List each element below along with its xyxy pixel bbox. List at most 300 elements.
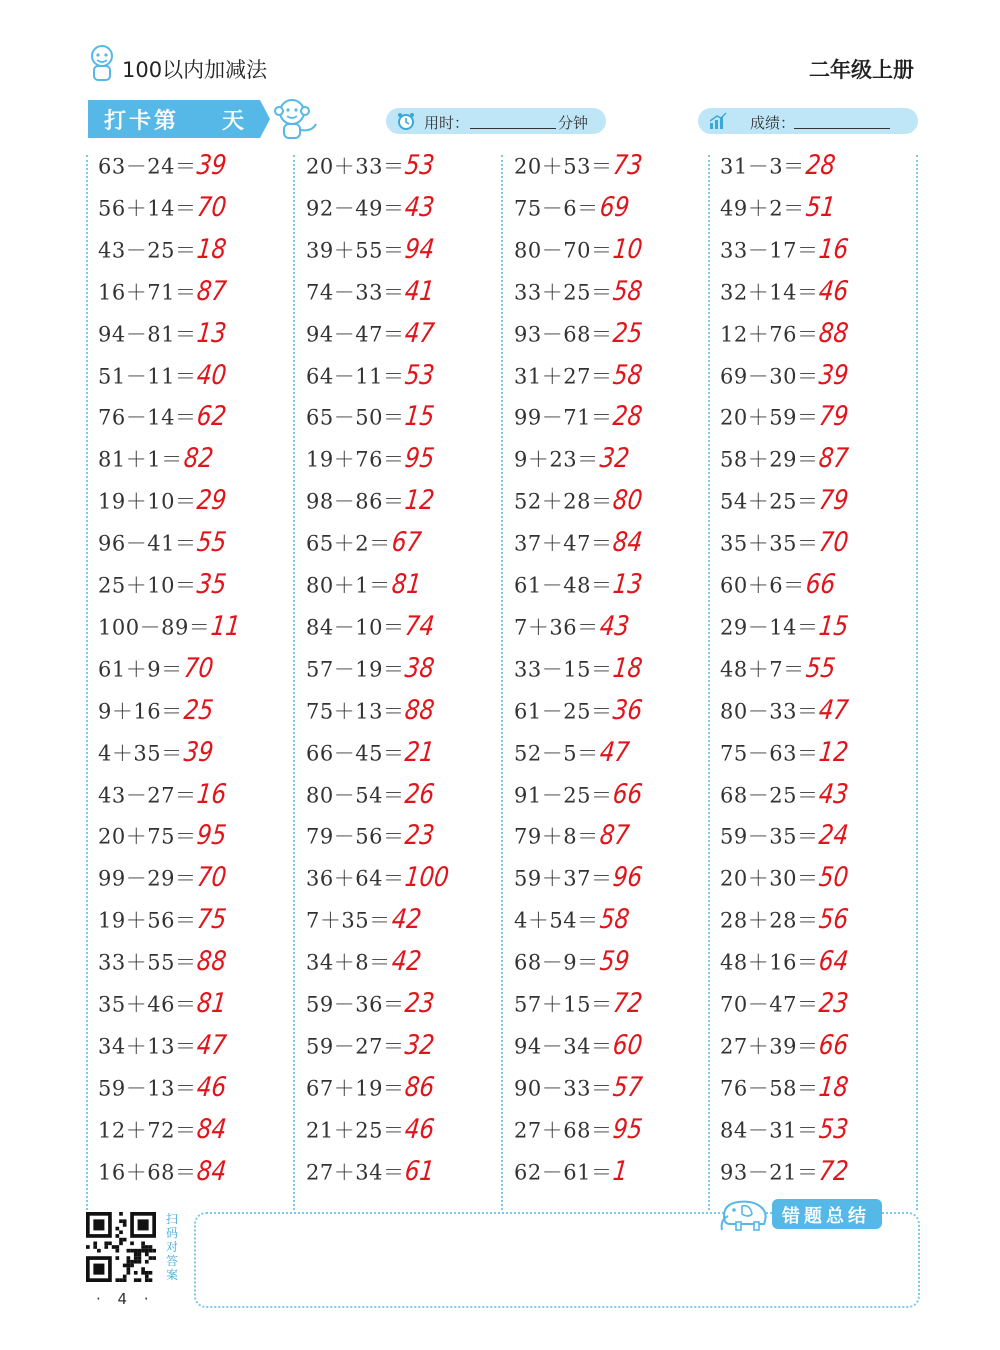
problem-question: 27＋34＝ (306, 1160, 405, 1185)
time-label: 用时： (424, 114, 470, 132)
problem-item (720, 611, 854, 651)
alarm-clock-icon (396, 111, 416, 131)
problem-question: 60＋6＝ (720, 573, 805, 598)
handwritten-answer[interactable]: 75 (195, 904, 229, 936)
problem-item (98, 1114, 232, 1154)
handwritten-answer[interactable]: 18 (817, 1071, 851, 1103)
score-label: 成绩： (750, 114, 796, 132)
problem-question: 99－71＝ (514, 405, 613, 430)
problem-question: 90－33＝ (514, 1076, 613, 1101)
handwritten-answer[interactable]: 58 (597, 904, 631, 936)
problem-question: 27＋39＝ (720, 1034, 819, 1059)
handwritten-answer[interactable]: 69 (597, 191, 631, 223)
problem-question: 12＋76＝ (720, 322, 819, 347)
problem-item (306, 485, 440, 525)
handwritten-answer[interactable]: 70 (181, 652, 215, 684)
score-blank[interactable] (794, 128, 890, 129)
handwritten-answer[interactable]: 84 (195, 1155, 229, 1187)
elephant-mascot-icon (718, 1194, 776, 1234)
handwritten-answer[interactable]: 53 (403, 150, 437, 181)
problem-question: 98－86＝ (306, 489, 405, 514)
time-blank[interactable] (470, 128, 556, 129)
handwritten-answer[interactable]: 62 (195, 401, 229, 433)
problem-item (720, 737, 854, 777)
handwritten-answer[interactable]: 39 (195, 150, 229, 181)
handwritten-answer[interactable]: 13 (195, 317, 229, 349)
handwritten-answer[interactable]: 81 (195, 988, 229, 1019)
problem-question: 52＋28＝ (514, 489, 613, 514)
problem-item (98, 1156, 232, 1196)
handwritten-answer[interactable]: 59 (597, 946, 631, 978)
problem-item (306, 1030, 440, 1070)
column-separator (916, 155, 918, 1210)
problem-question: 19＋56＝ (98, 908, 197, 933)
problem-question: 56＋14＝ (98, 196, 197, 221)
problem-item (306, 611, 440, 651)
problem-item (720, 318, 854, 358)
handwritten-answer[interactable]: 35 (195, 569, 229, 600)
problem-item (98, 862, 232, 902)
handwritten-answer[interactable]: 10 (611, 233, 645, 265)
problem-question: 9＋23＝ (514, 447, 599, 472)
problem-question: 20＋75＝ (98, 824, 197, 849)
problem-question: 94－34＝ (514, 1034, 613, 1059)
problem-item (720, 1156, 854, 1196)
handwritten-answer[interactable]: 95 (611, 1113, 645, 1145)
problem-item (514, 192, 634, 232)
handwritten-answer[interactable]: 47 (195, 1029, 229, 1061)
problem-question: 59－13＝ (98, 1076, 197, 1101)
handwritten-answer[interactable]: 12 (403, 485, 437, 517)
page-number: · 4 · (96, 1290, 155, 1308)
problem-item (98, 318, 232, 358)
handwritten-answer[interactable]: 43 (403, 191, 437, 223)
handwritten-answer[interactable]: 15 (817, 610, 851, 642)
problem-item (514, 1156, 631, 1196)
problem-question: 99－29＝ (98, 866, 197, 891)
handwritten-answer[interactable]: 23 (403, 820, 437, 852)
handwritten-answer[interactable]: 28 (611, 401, 645, 433)
problem-question: 51－11＝ (98, 364, 197, 388)
problem-question: 96－41＝ (98, 531, 197, 556)
problem-item (306, 360, 440, 400)
problem-question: 43－25＝ (98, 238, 197, 263)
handwritten-answer[interactable]: 21 (403, 736, 437, 768)
handwritten-answer[interactable]: 11 (209, 610, 243, 642)
qr-caption (166, 1212, 182, 1282)
problem-question: 69－30＝ (720, 364, 819, 388)
problem-item (720, 779, 854, 819)
handwritten-answer[interactable]: 18 (195, 233, 229, 265)
problem-item (720, 695, 854, 735)
problem-question: 48＋7＝ (720, 657, 805, 682)
handwritten-answer[interactable]: 1 (611, 1155, 630, 1187)
problem-item (306, 150, 440, 190)
handwritten-answer[interactable]: 57 (611, 1071, 645, 1103)
problem-question: 57－19＝ (306, 657, 405, 682)
mistake-summary-tag (772, 1199, 882, 1229)
handwritten-answer[interactable]: 39 (817, 359, 851, 391)
column-separator (293, 155, 295, 1210)
problem-item (306, 988, 440, 1028)
problem-item (98, 276, 232, 316)
problem-item (514, 904, 634, 944)
handwritten-answer[interactable]: 23 (817, 988, 851, 1019)
problem-item (720, 862, 854, 902)
monkey-mascot-icon (268, 94, 322, 144)
problem-item (98, 485, 232, 525)
handwritten-answer[interactable]: 79 (817, 401, 851, 433)
problem-question: 21＋25＝ (306, 1118, 405, 1143)
qr-caption-char: 码 (166, 1226, 179, 1240)
problem-item (514, 276, 648, 316)
problem-item (306, 276, 440, 316)
handwritten-answer[interactable]: 51 (803, 191, 837, 223)
problem-question: 33＋55＝ (98, 950, 197, 975)
problem-item (514, 862, 648, 902)
problem-item (720, 192, 840, 232)
problem-question: 20＋33＝ (306, 154, 405, 179)
handwritten-answer[interactable]: 28 (803, 150, 837, 181)
problem-item (306, 862, 457, 902)
handwritten-answer[interactable]: 74 (403, 610, 437, 642)
problem-question: 61＋9＝ (98, 657, 183, 682)
problem-item (306, 1156, 440, 1196)
problem-question: 54＋25＝ (720, 489, 819, 514)
problem-item (98, 779, 232, 819)
mistake-summary-label: 错题总结 (782, 1206, 870, 1227)
qr-code-icon[interactable] (86, 1212, 162, 1282)
problem-question: 20＋53＝ (514, 154, 613, 179)
problem-question: 93－68＝ (514, 322, 613, 347)
handwritten-answer[interactable]: 80 (611, 485, 645, 517)
problem-question: 93－21＝ (720, 1160, 819, 1185)
problem-question: 62－61＝ (514, 1160, 613, 1185)
problem-question: 79＋8＝ (514, 824, 599, 849)
problem-question: 59－35＝ (720, 824, 819, 849)
problem-item (720, 234, 854, 274)
handwritten-answer[interactable]: 100 (403, 862, 451, 894)
handwritten-answer[interactable]: 24 (817, 820, 851, 852)
handwritten-answer[interactable]: 47 (403, 317, 437, 349)
problem-question: 34＋8＝ (306, 950, 391, 975)
handwritten-answer[interactable]: 41 (403, 275, 437, 307)
handwritten-answer[interactable]: 66 (611, 778, 645, 810)
time-unit: 分钟 (558, 114, 589, 132)
problem-item (306, 569, 426, 609)
handwritten-answer[interactable]: 16 (817, 233, 851, 265)
problem-question: 4＋54＝ (514, 908, 599, 933)
handwritten-answer[interactable]: 47 (817, 694, 851, 726)
problem-question: 79－56＝ (306, 824, 405, 849)
problem-question: 25＋10＝ (98, 573, 197, 598)
problem-question: 33＋25＝ (514, 280, 613, 305)
problem-question: 12＋72＝ (98, 1118, 197, 1143)
handwritten-answer[interactable]: 72 (611, 988, 645, 1019)
problem-item (98, 234, 232, 274)
problem-item (98, 401, 232, 441)
handwritten-answer[interactable]: 70 (817, 527, 851, 559)
problem-question: 66－45＝ (306, 741, 405, 766)
problem-item (514, 737, 634, 777)
handwritten-answer[interactable]: 70 (195, 862, 229, 894)
problem-question: 20＋30＝ (720, 866, 819, 891)
handwritten-answer[interactable]: 95 (403, 443, 437, 475)
handwritten-answer[interactable]: 84 (611, 527, 645, 559)
problem-question: 70－47＝ (720, 992, 819, 1017)
problem-item (720, 150, 840, 190)
handwritten-answer[interactable]: 67 (389, 527, 423, 559)
problem-question: 35＋46＝ (98, 992, 197, 1017)
problem-item (720, 946, 854, 986)
problem-question: 75－63＝ (720, 741, 819, 766)
problem-question: 68－25＝ (720, 783, 819, 807)
problem-question: 80＋1＝ (306, 573, 391, 598)
handwritten-answer[interactable]: 66 (817, 1029, 851, 1061)
problem-item (514, 360, 648, 400)
problem-item (306, 737, 440, 777)
problem-item (98, 1030, 232, 1070)
score-field (698, 108, 918, 134)
problem-item (98, 192, 232, 232)
problem-question: 64－11＝ (306, 364, 405, 388)
problem-question: 65＋2＝ (306, 531, 391, 556)
handwritten-answer[interactable]: 55 (803, 652, 837, 684)
problem-question: 31＋27＝ (514, 364, 613, 388)
handwritten-answer[interactable]: 25 (181, 694, 215, 726)
handwritten-answer[interactable]: 70 (195, 191, 229, 223)
handwritten-answer[interactable]: 94 (403, 233, 437, 265)
problem-item (306, 527, 426, 567)
problem-question: 59＋37＝ (514, 866, 613, 891)
problem-question: 81＋1＝ (98, 447, 183, 472)
problem-question: 63－24＝ (98, 154, 197, 179)
handwritten-answer[interactable]: 64 (817, 946, 851, 978)
problem-item (514, 946, 634, 986)
problem-question: 36＋64＝ (306, 866, 405, 891)
handwritten-answer[interactable]: 88 (817, 317, 851, 349)
handwritten-answer[interactable]: 96 (611, 862, 645, 894)
problem-question: 52－5＝ (514, 741, 599, 766)
problem-item (720, 988, 854, 1028)
problem-question: 32＋14＝ (720, 280, 819, 305)
problem-question: 37＋47＝ (514, 531, 613, 556)
problem-question: 57＋15＝ (514, 992, 613, 1017)
problem-question: 31－3＝ (720, 154, 805, 179)
handwritten-answer[interactable]: 53 (403, 359, 437, 391)
problem-question: 76－14＝ (98, 405, 197, 430)
grade-label: 二年级上册 (809, 58, 914, 82)
handwritten-answer[interactable]: 25 (611, 317, 645, 349)
column-separator (501, 155, 503, 1210)
problem-question: 33－17＝ (720, 238, 819, 263)
problem-question: 67＋19＝ (306, 1076, 405, 1101)
problem-question: 7＋36＝ (514, 615, 599, 640)
handwritten-answer[interactable]: 73 (611, 150, 645, 181)
problem-question: 29－14＝ (720, 615, 819, 640)
handwritten-answer[interactable]: 88 (403, 694, 437, 726)
handwritten-answer[interactable]: 88 (195, 946, 229, 978)
handwritten-answer[interactable]: 61 (403, 1155, 437, 1187)
problem-item (514, 779, 648, 819)
problem-item (306, 653, 440, 693)
handwritten-answer[interactable]: 46 (403, 1113, 437, 1145)
problem-item (98, 360, 232, 400)
problem-item (306, 443, 440, 483)
handwritten-answer[interactable]: 46 (195, 1071, 229, 1103)
handwritten-answer[interactable]: 23 (403, 988, 437, 1019)
handwritten-answer[interactable]: 32 (597, 443, 631, 475)
handwritten-answer[interactable]: 47 (597, 736, 631, 768)
handwritten-answer[interactable]: 32 (403, 1029, 437, 1061)
problem-item (98, 653, 218, 693)
page-header (0, 0, 1000, 90)
bar-chart-icon (708, 111, 728, 131)
problem-question: 59－27＝ (306, 1034, 405, 1059)
problem-question: 58＋29＝ (720, 447, 819, 472)
handwritten-answer[interactable]: 43 (817, 778, 851, 810)
handwritten-answer[interactable]: 36 (611, 694, 645, 726)
problem-question: 19＋76＝ (306, 447, 405, 472)
problem-item (720, 401, 854, 441)
problem-item (98, 443, 218, 483)
handwritten-answer[interactable]: 53 (817, 1113, 851, 1145)
problem-question: 80－33＝ (720, 699, 819, 724)
handwritten-answer[interactable]: 13 (611, 569, 645, 600)
problem-item (98, 1072, 232, 1112)
problem-item (514, 1030, 648, 1070)
handwritten-answer[interactable]: 58 (611, 275, 645, 307)
problem-item (720, 653, 840, 693)
problem-item (98, 150, 232, 190)
problem-item (98, 737, 218, 777)
problem-question: 19＋10＝ (98, 489, 197, 514)
handwritten-answer[interactable]: 95 (195, 820, 229, 852)
problem-question: 74－33＝ (306, 280, 405, 305)
handwritten-answer[interactable]: 16 (195, 778, 229, 810)
problem-item (720, 904, 854, 944)
problem-question: 7＋35＝ (306, 908, 391, 933)
problem-item (720, 360, 854, 400)
problem-item (306, 192, 440, 232)
problem-question: 43－27＝ (98, 783, 197, 807)
handwritten-answer[interactable]: 82 (181, 443, 215, 475)
handwritten-answer[interactable]: 60 (611, 1029, 645, 1061)
problem-question: 80－70＝ (514, 238, 613, 263)
problem-question: 39＋55＝ (306, 238, 405, 263)
problem-item (514, 150, 648, 190)
handwritten-answer[interactable]: 56 (817, 904, 851, 936)
handwritten-answer[interactable]: 46 (817, 275, 851, 307)
handwritten-answer[interactable]: 42 (389, 904, 423, 936)
problem-item (306, 401, 440, 441)
problem-item (98, 611, 246, 651)
problem-question: 75－6＝ (514, 196, 599, 221)
handwritten-answer[interactable]: 87 (195, 275, 229, 307)
problem-item (720, 1030, 854, 1070)
problem-question: 84－10＝ (306, 615, 405, 640)
handwritten-answer[interactable]: 84 (195, 1113, 229, 1145)
checkin-banner (88, 100, 270, 138)
handwritten-answer[interactable]: 29 (195, 485, 229, 517)
handwritten-answer[interactable]: 66 (803, 569, 837, 600)
problem-item (306, 695, 440, 735)
handwritten-answer[interactable]: 12 (817, 736, 851, 768)
problem-item (98, 946, 232, 986)
handwritten-answer[interactable]: 15 (403, 401, 437, 433)
problem-item (306, 1114, 440, 1154)
handwritten-answer[interactable]: 39 (181, 736, 215, 768)
handwritten-answer[interactable]: 81 (389, 569, 423, 600)
problem-question: 20＋59＝ (720, 405, 819, 430)
problem-item (98, 695, 218, 735)
handwritten-answer[interactable]: 86 (403, 1071, 437, 1103)
problem-item (98, 527, 232, 567)
problem-item (720, 485, 854, 525)
problem-item (306, 234, 440, 274)
problem-item (514, 234, 648, 274)
problem-question: 61－48＝ (514, 573, 613, 598)
problem-item (720, 1114, 854, 1154)
handwritten-answer[interactable]: 18 (611, 652, 645, 684)
checkin-label: 打卡第 (104, 109, 180, 134)
problem-question: 9＋16＝ (98, 699, 183, 724)
problem-question: 4＋35＝ (98, 741, 183, 766)
problem-question: 48＋16＝ (720, 950, 819, 975)
handwritten-answer[interactable]: 87 (817, 443, 851, 475)
problem-item (514, 695, 648, 735)
handwritten-answer[interactable]: 72 (817, 1155, 851, 1187)
handwritten-answer[interactable]: 87 (597, 820, 631, 852)
handwritten-answer[interactable]: 40 (195, 359, 229, 391)
problem-question: 80－54＝ (306, 783, 405, 807)
problem-item (720, 443, 854, 483)
problem-question: 49＋2＝ (720, 196, 805, 221)
problem-item (514, 653, 648, 693)
problem-item (514, 988, 648, 1028)
problem-item (98, 820, 232, 860)
problem-item (720, 527, 854, 567)
problem-item (514, 485, 648, 525)
handwritten-answer[interactable]: 55 (195, 527, 229, 559)
problem-question: 34＋13＝ (98, 1034, 197, 1059)
checkin-day-suffix: 天 (222, 109, 245, 134)
problem-item (306, 1072, 440, 1112)
book-title: 100以内加减法 (122, 58, 268, 82)
problem-item (306, 779, 440, 819)
handwritten-answer[interactable]: 50 (817, 862, 851, 894)
problem-item (514, 569, 648, 609)
problem-question: 59－36＝ (306, 992, 405, 1017)
problem-item (514, 401, 648, 441)
problem-question: 33－15＝ (514, 657, 613, 682)
handwritten-answer[interactable]: 26 (403, 778, 437, 810)
handwritten-answer[interactable]: 38 (403, 652, 437, 684)
handwritten-answer[interactable]: 79 (817, 485, 851, 517)
mascot-logo-icon (88, 44, 116, 82)
problem-question: 92－49＝ (306, 196, 405, 221)
problem-item (306, 318, 440, 358)
handwritten-answer[interactable]: 42 (389, 946, 423, 978)
problem-item (720, 276, 854, 316)
handwritten-answer[interactable]: 58 (611, 359, 645, 391)
time-field (386, 108, 606, 134)
problem-item (306, 820, 440, 860)
problem-item (514, 1114, 648, 1154)
problem-item (720, 569, 840, 609)
handwritten-answer[interactable]: 43 (597, 610, 631, 642)
problem-item (514, 820, 634, 860)
